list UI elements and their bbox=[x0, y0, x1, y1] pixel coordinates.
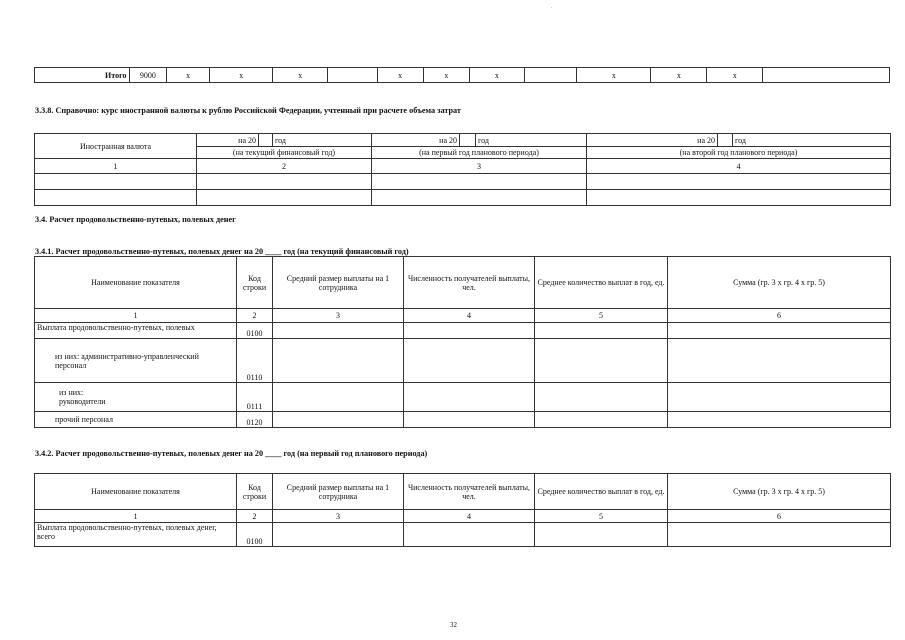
header-name: Наименование показателя bbox=[35, 257, 237, 309]
row-code: 0111 bbox=[237, 383, 273, 412]
table-row bbox=[35, 383, 891, 412]
table-row bbox=[35, 523, 891, 547]
row-code: 0110 bbox=[237, 339, 273, 383]
empty-cell bbox=[587, 174, 891, 190]
total-cell: x bbox=[577, 68, 651, 83]
empty-cell bbox=[587, 190, 891, 206]
year-blank bbox=[259, 134, 273, 147]
column-number: 5 bbox=[535, 510, 668, 523]
column-number: 2 bbox=[237, 510, 273, 523]
total-cell bbox=[763, 68, 890, 83]
column-number: 4 bbox=[404, 309, 535, 323]
row-name: из них: административно-управленческий персонал bbox=[35, 339, 237, 383]
column-number: 1 bbox=[35, 510, 237, 523]
empty-cell bbox=[197, 174, 372, 190]
year-prefix: на 20 bbox=[372, 134, 460, 147]
total-cell: x bbox=[167, 68, 210, 83]
row-name: Выплата продовольственно-путевых, полевых денег, всего bbox=[35, 523, 237, 547]
section-3-4-1-heading: 3.4.1. Расчет продовольственно-путевых, полевых денег на 20 ____ год (на текущий финансовый год) bbox=[35, 247, 409, 256]
header-avg-payment: Средний размер выплаты на 1 сотрудника bbox=[273, 257, 404, 309]
header-sum: Сумма (гр. 3 x гр. 4 x гр. 5) bbox=[668, 257, 891, 309]
scan-dot: . bbox=[551, 4, 553, 10]
column-number: 3 bbox=[273, 309, 404, 323]
header-payments-count: Среднее количество выплат в год, ед. bbox=[535, 474, 668, 510]
column-number: 3 bbox=[273, 510, 404, 523]
total-cell: x bbox=[651, 68, 707, 83]
section-3-3-8-heading: 3.3.8. Справочно: курс иностранной валюты к рублю Российской Федерации, учтенный при расчете объема затрат bbox=[35, 106, 461, 115]
table-row bbox=[35, 323, 891, 339]
table-3-4-2 bbox=[34, 473, 891, 547]
header-avg-payment: Средний размер выплаты на 1 сотрудника bbox=[273, 474, 404, 510]
total-row-table bbox=[34, 67, 890, 83]
column-number: 2 bbox=[237, 309, 273, 323]
column-number: 6 bbox=[668, 510, 891, 523]
year-suffix: год bbox=[733, 134, 891, 147]
table-row bbox=[35, 339, 891, 383]
total-cell: x bbox=[469, 68, 524, 83]
empty-cell bbox=[35, 190, 197, 206]
header-code: Код строки bbox=[237, 474, 273, 510]
empty-cell bbox=[197, 190, 372, 206]
column-number: 3 bbox=[372, 159, 587, 174]
row-name: прочий персонал bbox=[35, 412, 237, 428]
empty-cell bbox=[372, 174, 587, 190]
row-code: 0100 bbox=[237, 323, 273, 339]
column-number: 4 bbox=[404, 510, 535, 523]
empty-cell bbox=[35, 174, 197, 190]
row-code: 0120 bbox=[237, 412, 273, 428]
header-recipients: Численность получателей выплаты, чел. bbox=[404, 257, 535, 309]
year-subtitle: (на текущий финансовый год) bbox=[197, 147, 372, 159]
section-3-4-heading: 3.4. Расчет продовольственно-путевых, полевых денег bbox=[35, 215, 236, 224]
column-number: 5 bbox=[535, 309, 668, 323]
total-cell: x bbox=[377, 68, 423, 83]
empty-cell bbox=[372, 190, 587, 206]
header-code: Код строки bbox=[237, 257, 273, 309]
total-cell bbox=[524, 68, 577, 83]
currency-header: Иностранная валюта bbox=[35, 134, 197, 159]
total-cell: x bbox=[273, 68, 328, 83]
row-code: 0100 bbox=[237, 523, 273, 547]
column-number: 4 bbox=[587, 159, 891, 174]
year-blank bbox=[718, 134, 733, 147]
table-3-4-1 bbox=[34, 256, 891, 428]
total-code: 9000 bbox=[129, 68, 167, 83]
total-label: Итого bbox=[35, 68, 130, 83]
year-suffix: год bbox=[273, 134, 372, 147]
row-name: Выплата продовольственно-путевых, полевых bbox=[35, 323, 237, 339]
row-name: из них: руководители bbox=[35, 383, 237, 412]
year-prefix: на 20 bbox=[197, 134, 259, 147]
header-sum: Сумма (гр. 3 x гр. 4 x гр. 5) bbox=[668, 474, 891, 510]
header-recipients: Численность получателей выплаты, чел. bbox=[404, 474, 535, 510]
total-cell: x bbox=[210, 68, 273, 83]
year-subtitle: (на первый год планового периода) bbox=[372, 147, 587, 159]
year-prefix: на 20 bbox=[587, 134, 718, 147]
column-number: 1 bbox=[35, 159, 197, 174]
table-row bbox=[35, 412, 891, 428]
total-cell bbox=[328, 68, 377, 83]
currency-rate-table bbox=[34, 133, 891, 206]
section-3-4-2-heading: 3.4.2. Расчет продовольственно-путевых, полевых денег на 20 ____ год (на первый год планового периода) bbox=[35, 449, 428, 458]
total-cell: x bbox=[707, 68, 763, 83]
header-payments-count: Среднее количество выплат в год, ед. bbox=[535, 257, 668, 309]
page-number: 32 bbox=[450, 621, 457, 629]
column-number: 2 bbox=[197, 159, 372, 174]
header-name: Наименование показателя bbox=[35, 474, 237, 510]
year-subtitle: (на второй год планового периода) bbox=[587, 147, 891, 159]
year-suffix: год bbox=[476, 134, 587, 147]
year-blank bbox=[460, 134, 476, 147]
total-cell: x bbox=[423, 68, 469, 83]
column-number: 1 bbox=[35, 309, 237, 323]
column-number: 6 bbox=[668, 309, 891, 323]
